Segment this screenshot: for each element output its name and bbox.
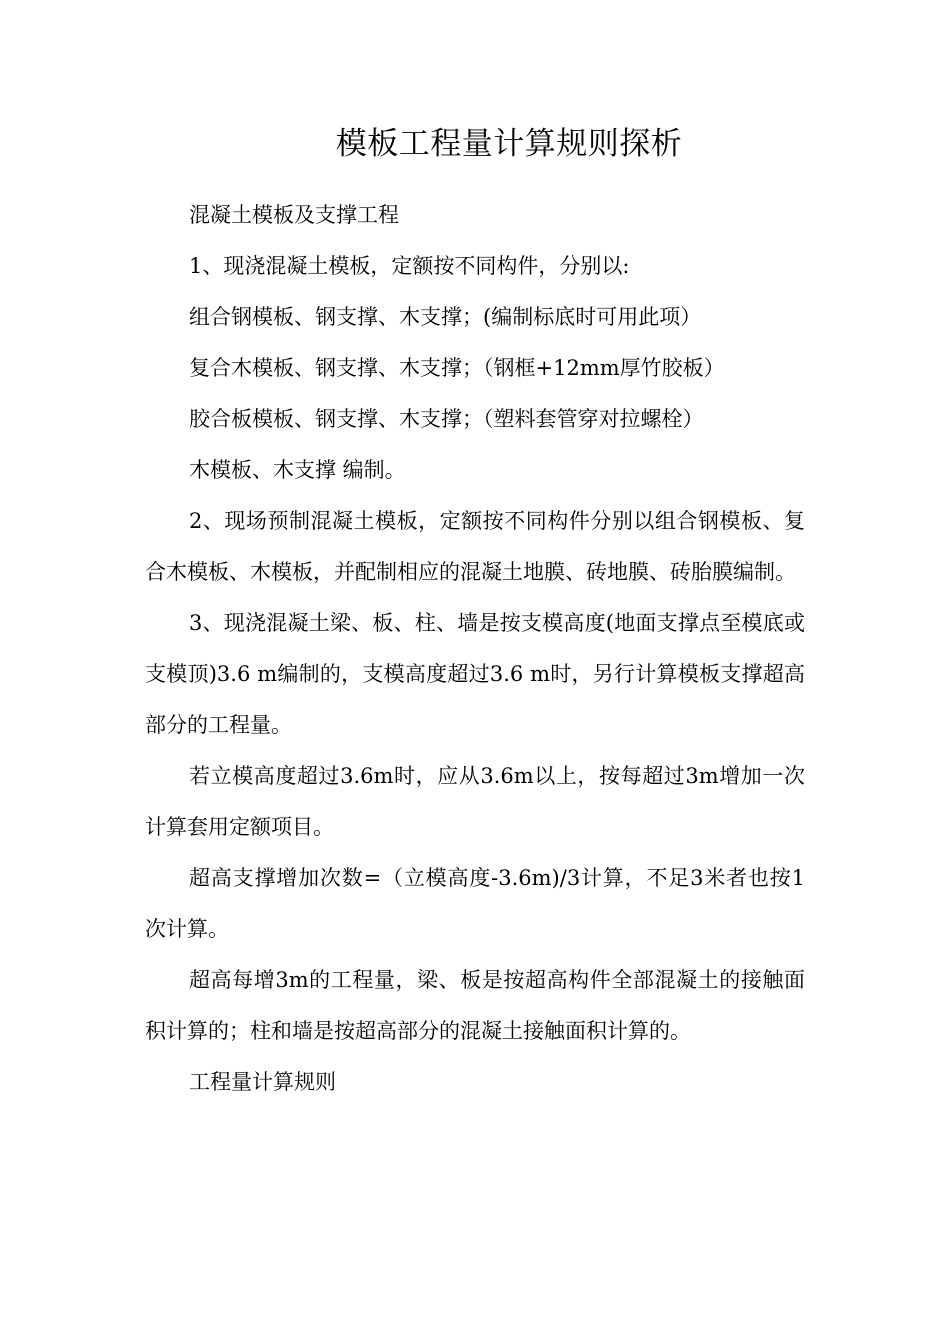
document-body	[145, 190, 805, 1108]
paragraph-quantity-rule: 超高每增3m的工程量，梁、板是按超高构件全部混凝土的接触面积计算的；柱和墙是按超高部分的混凝土接触面积计算的。	[145, 968, 805, 1043]
paragraph-item-2: 2、现场预制混凝土模板，定额按不同构件分别以组合钢模板、复合木模板、木模板，并配制相应的混凝土地膜、砖地膜、砖胎膜编制。	[145, 509, 805, 584]
paragraph-section-heading: 混凝土模板及支撑工程	[189, 203, 399, 227]
document-title: 模板工程量计算规则探析	[335, 126, 683, 162]
paragraph-subheading: 工程量计算规则	[189, 1070, 336, 1094]
paragraph-height-rule: 若立模高度超过3.6m时，应从3.6m以上，按每超过3m增加一次计算套用定额项目。	[145, 764, 805, 839]
paragraph-formwork-type-steel: 组合钢模板、钢支撑、木支撑；(编制标底时可用此项）	[189, 305, 702, 329]
paragraph-formwork-type-wood: 木模板、木支撑 编制。	[189, 458, 406, 482]
paragraph-formula: 超高支撑增加次数=（立模高度-3.6m)/3计算，不足3米者也按1次计算。	[145, 866, 805, 941]
paragraph-item-1: 1、现浇混凝土模板，定额按不同构件，分别以:	[189, 254, 630, 278]
paragraph-formwork-type-composite: 复合木模板、钢支撑、木支撑；（钢框+12mm厚竹胶板）	[189, 356, 725, 380]
paragraph-item-3: 3、现浇混凝土梁、板、柱、墙是按支模高度(地面支撑点至模底或支模顶)3.6 m编制的，支模高度超过3.6 m时，另行计算模板支撑超高部分的工程量。	[145, 611, 805, 737]
paragraph-formwork-type-plywood: 胶合板模板、钢支撑、木支撑；（塑料套管穿对拉螺栓）	[189, 407, 704, 431]
